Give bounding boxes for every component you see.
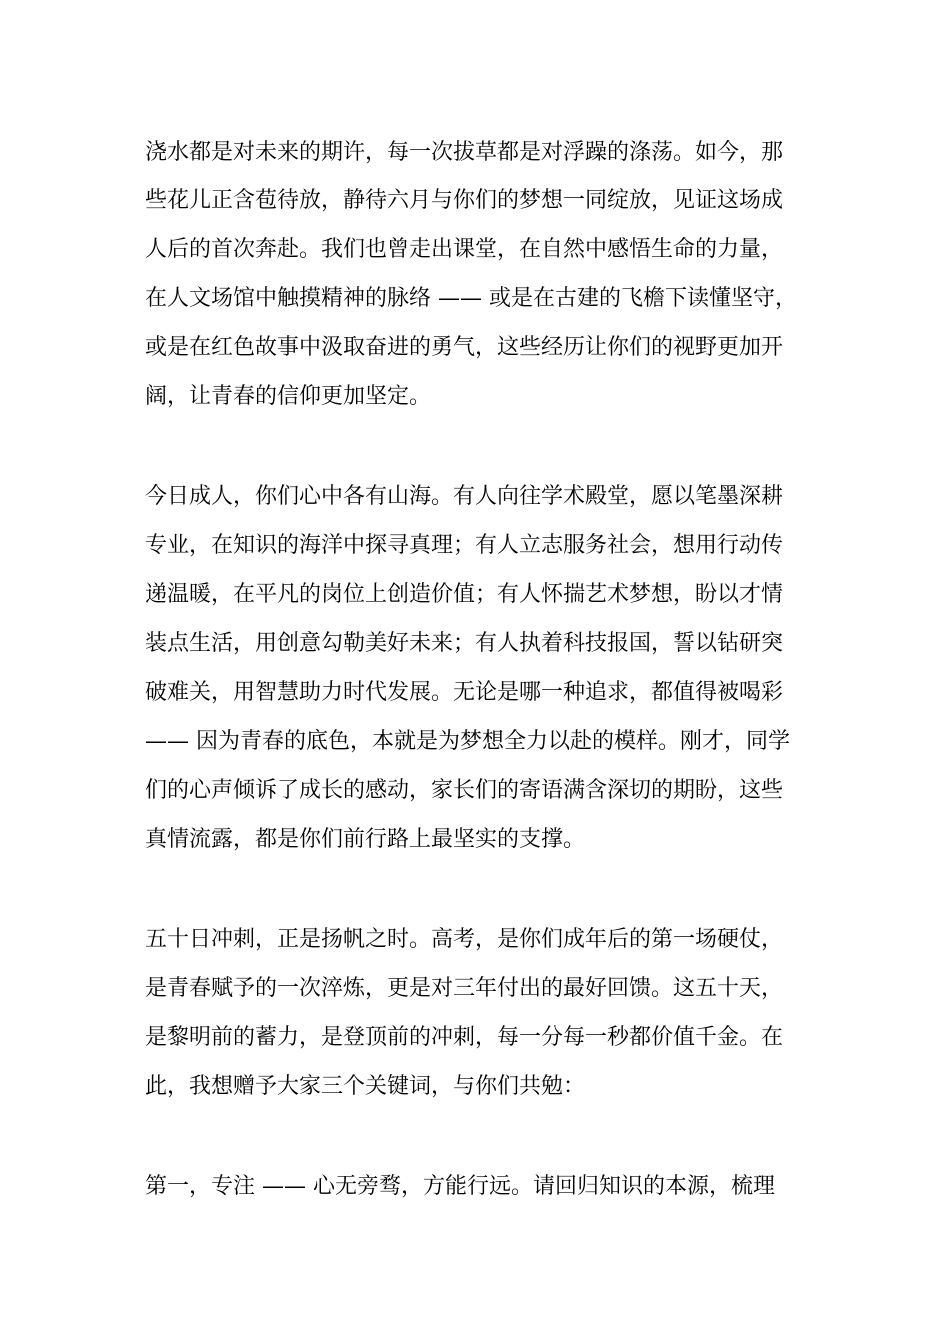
text-line: 五十日冲刺，正是扬帆之时。高考，是你们成年后的第一场硬仗， (145, 927, 784, 952)
text-line: 第一，专注 —— 心无旁骛，方能行远。请回归知识的本源，梳理 (145, 1174, 775, 1199)
text-line: 破难关，用智慧助力时代发展。无论是哪一种追求，都值得被喝彩 (145, 680, 784, 705)
text-line: 递温暖，在平凡的岗位上创造价值；有人怀揣艺术梦想，盼以才情 (145, 582, 784, 607)
text-line: 是黎明前的蓄力，是登顶前的冲刺，每一分每一秒都价值千金。在 (145, 1025, 784, 1050)
text-line: 装点生活，用创意勾勒美好未来；有人执着科技报国，誓以钻研突 (145, 631, 784, 656)
text-line: —— 因为青春的底色，本就是为梦想全力以赴的模样。刚才，同学 (145, 729, 790, 754)
text-line: 人后的首次奔赴。我们也曾走出课堂，在自然中感悟生命的力量， (145, 237, 784, 262)
text-line: 些花儿正含苞待放，静待六月与你们的梦想一同绽放，见证这场成 (145, 188, 784, 213)
text-line: 浇水都是对未来的期许，每一次拔草都是对浮躁的涤荡。如今，那 (145, 140, 784, 165)
text-line: 是青春赋予的一次淬炼，更是对三年付出的最好回馈。这五十天， (145, 976, 784, 1001)
text-line: 此，我想赠予大家三个关键词，与你们共勉： (145, 1074, 586, 1099)
text-line: 专业，在知识的海洋中探寻真理；有人立志服务社会，想用行动传 (145, 533, 784, 558)
text-line: 在人文场馆中触摸精神的脉络 —— 或是在古建的飞檐下读懂坚守， (145, 286, 797, 311)
text-line: 今日成人，你们心中各有山海。有人向往学术殿堂，愿以笔墨深耕 (145, 484, 784, 509)
text-line: 阔，让青春的信仰更加坚定。 (145, 384, 432, 409)
text-line: 们的心声倾诉了成长的感动，家长们的寄语满含深切的期盼，这些 (145, 778, 784, 803)
text-line: 或是在红色故事中汲取奋进的勇气，这些经历让你们的视野更加开 (145, 335, 784, 360)
text-line: 真情流露，都是你们前行路上最坚实的支撑。 (145, 827, 586, 852)
